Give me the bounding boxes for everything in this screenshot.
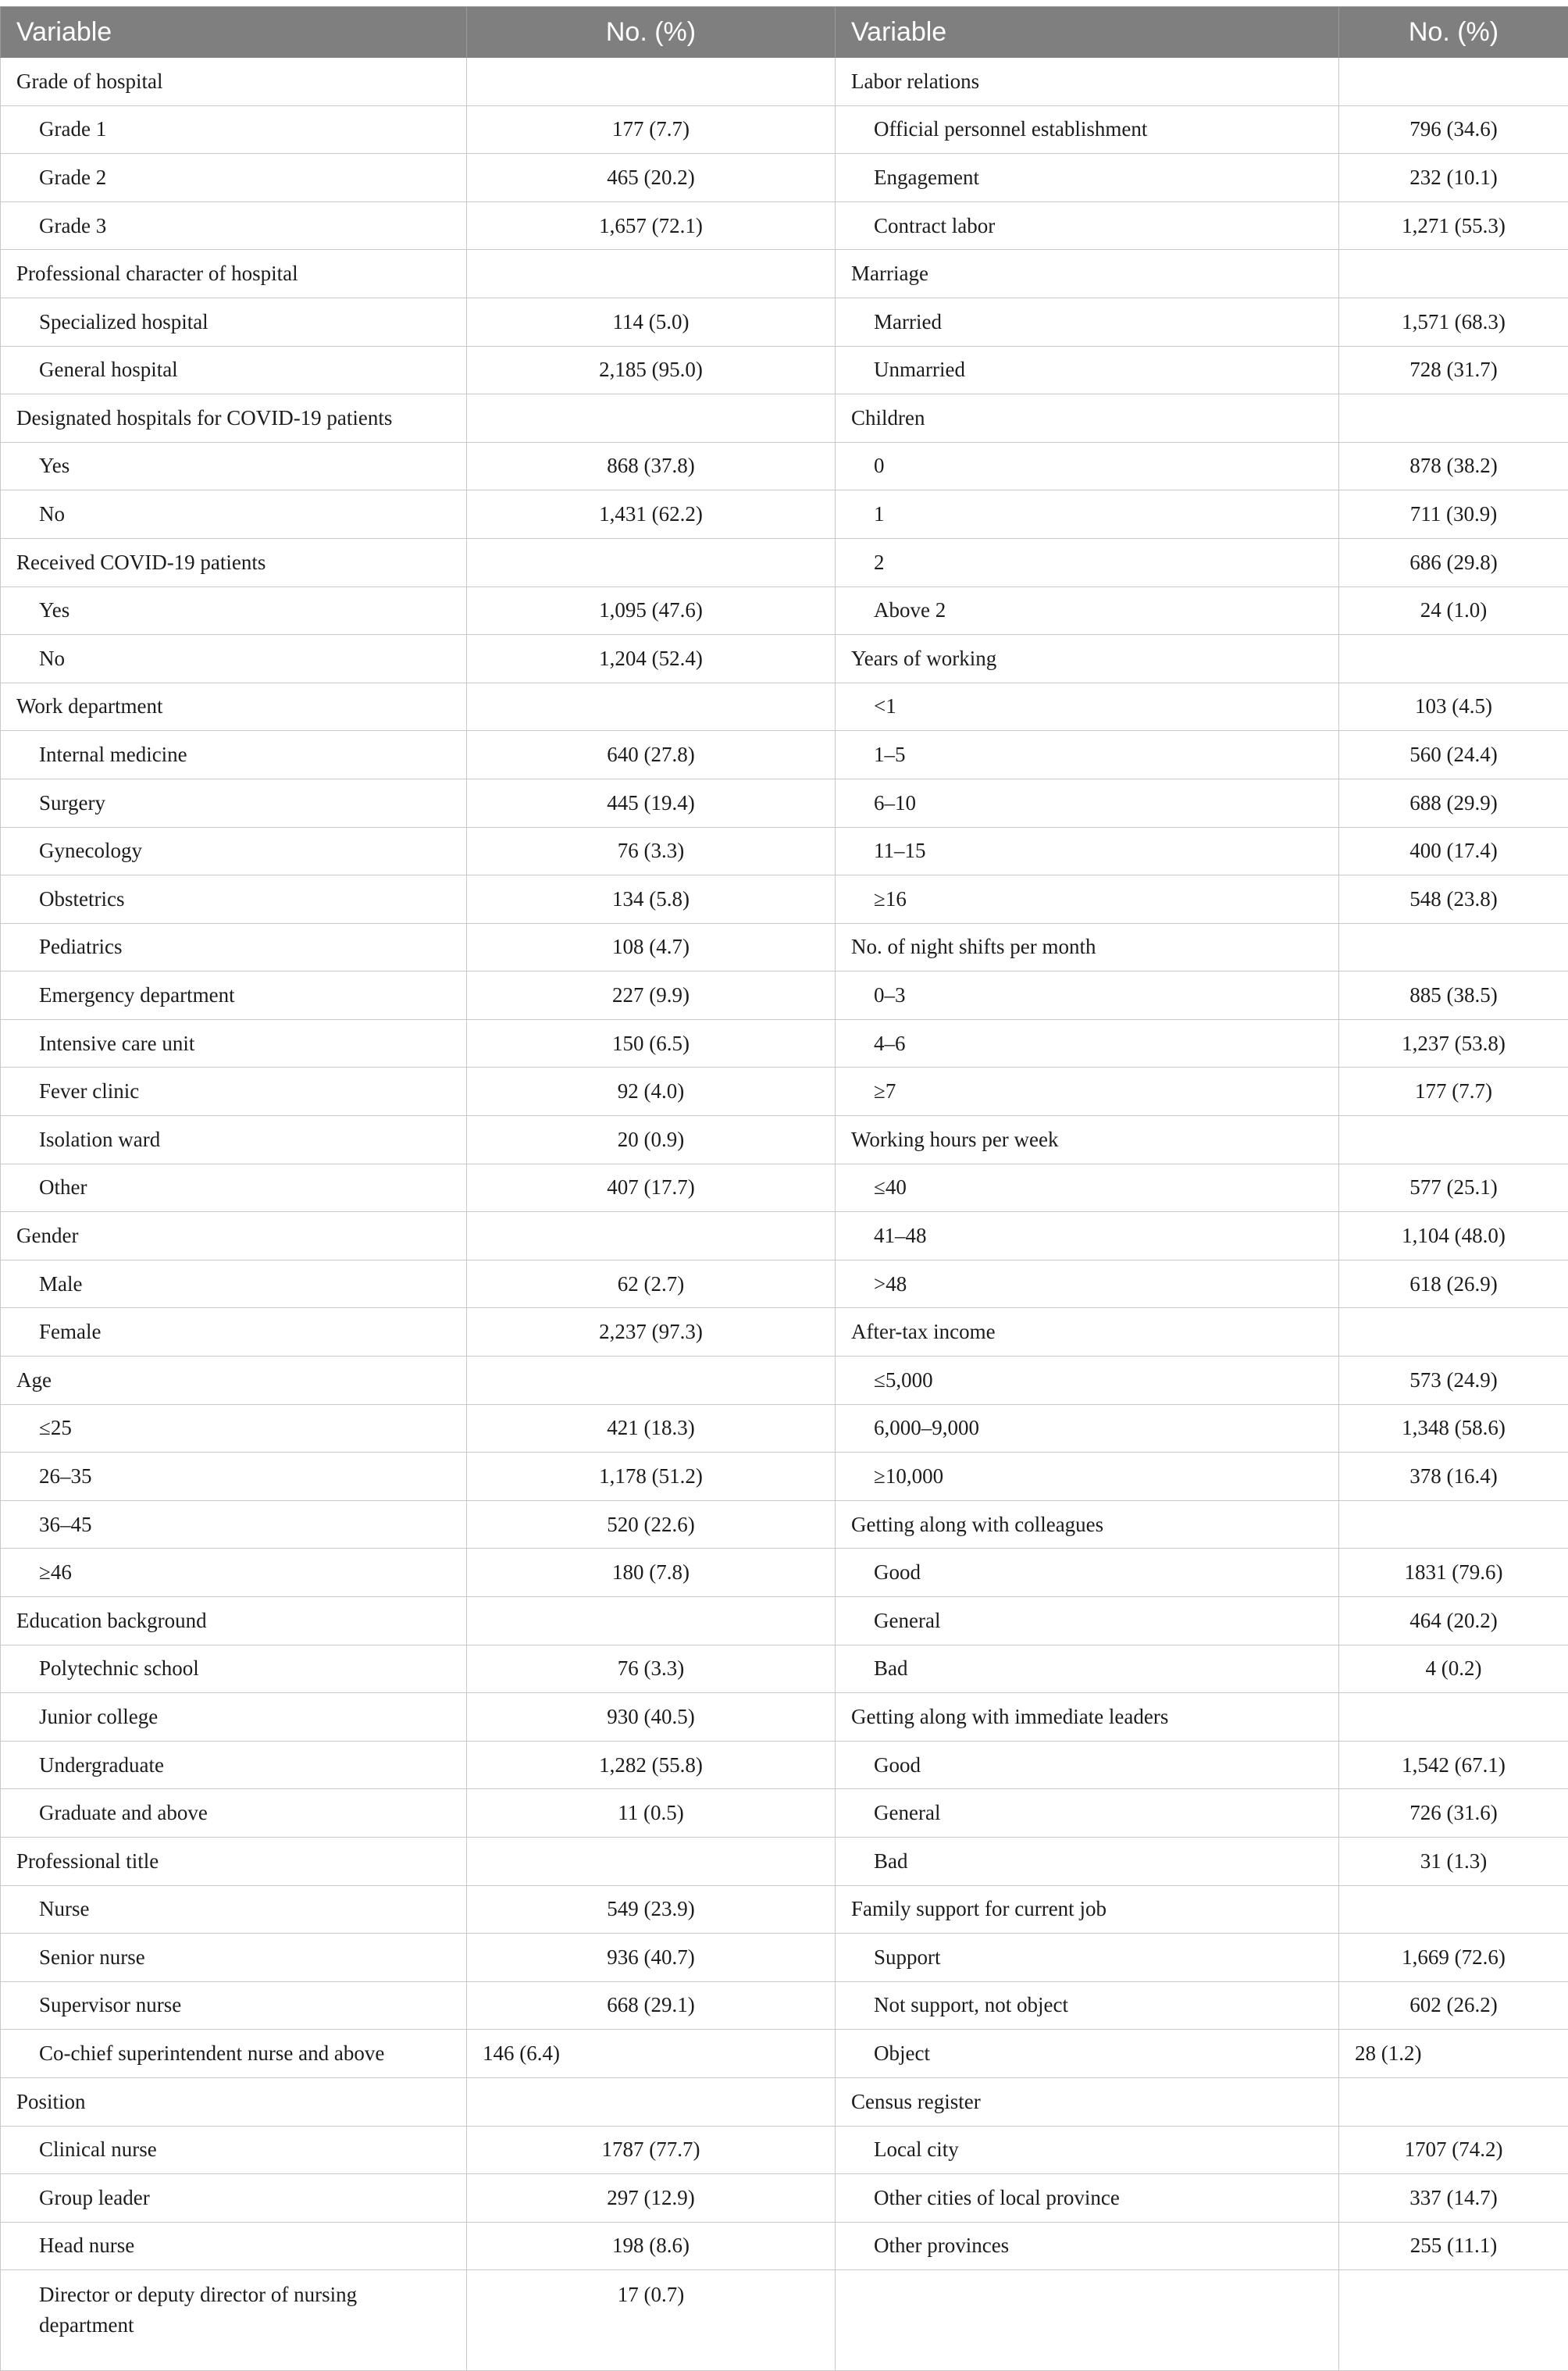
right-category-label: Bad [836, 1837, 1339, 1885]
left-count-value: 868 (37.8) [467, 442, 836, 490]
right-variable-label [836, 2270, 1339, 2371]
left-category-label: Grade 2 [1, 154, 467, 202]
left-category-label: Isolation ward [1, 1116, 467, 1164]
table-row [1, 1741, 1568, 1789]
table-row [1, 394, 1568, 443]
left-count-value: 520 (22.6) [467, 1500, 836, 1549]
right-category-label: General [836, 1597, 1339, 1645]
left-category-label: Other [1, 1164, 467, 1212]
table-row [1, 2270, 1568, 2371]
left-count-value [467, 683, 836, 731]
right-count-value: 31 (1.3) [1339, 1837, 1568, 1885]
right-count-value: 711 (30.9) [1339, 490, 1568, 539]
table-row [1, 1837, 1568, 1885]
right-category-label: ≤5,000 [836, 1357, 1339, 1405]
right-category-label: 0–3 [836, 972, 1339, 1020]
left-count-value: 198 (8.6) [467, 2222, 836, 2270]
left-count-value [467, 394, 836, 443]
left-category-label: ≥46 [1, 1549, 467, 1597]
left-variable-label: Designated hospitals for COVID-19 patients [1, 394, 467, 443]
left-count-value: 2,237 (97.3) [467, 1308, 836, 1357]
table-row [1, 1019, 1568, 1068]
table-row [1, 875, 1568, 924]
left-count-value: 76 (3.3) [467, 1645, 836, 1693]
left-count-value: 17 (0.7) [467, 2270, 836, 2371]
right-category-label: 6,000–9,000 [836, 1404, 1339, 1453]
right-count-value: 103 (4.5) [1339, 683, 1568, 731]
table-row [1, 587, 1568, 635]
right-variable-label: Labor relations [836, 58, 1339, 106]
right-category-label: Local city [836, 2126, 1339, 2174]
left-count-value: 11 (0.5) [467, 1789, 836, 1838]
right-category-label: Above 2 [836, 587, 1339, 635]
right-count-value: 878 (38.2) [1339, 442, 1568, 490]
right-count-value [1339, 923, 1568, 972]
right-count-value: 602 (26.2) [1339, 1981, 1568, 2030]
table-row [1, 442, 1568, 490]
right-count-value: 1,237 (53.8) [1339, 1019, 1568, 1068]
left-category-label: Surgery [1, 779, 467, 827]
right-count-value: 885 (38.5) [1339, 972, 1568, 1020]
left-category-label: Undergraduate [1, 1741, 467, 1789]
right-category-label: 41–48 [836, 1212, 1339, 1260]
right-count-value [1339, 250, 1568, 298]
right-category-label: 11–15 [836, 827, 1339, 875]
right-count-value [1339, 1693, 1568, 1742]
right-category-label: Engagement [836, 154, 1339, 202]
right-variable-label: Getting along with colleagues [836, 1500, 1339, 1549]
right-category-label: 2 [836, 538, 1339, 587]
left-count-value: 134 (5.8) [467, 875, 836, 924]
right-variable-label: Marriage [836, 250, 1339, 298]
right-count-value [1339, 635, 1568, 683]
right-count-value [1339, 394, 1568, 443]
header-variable-right: Variable [836, 7, 1339, 58]
right-count-value: 728 (31.7) [1339, 346, 1568, 394]
right-count-value: 618 (26.9) [1339, 1260, 1568, 1308]
right-variable-label: Family support for current job [836, 1885, 1339, 1934]
left-category-label: Internal medicine [1, 731, 467, 779]
table-row [1, 250, 1568, 298]
right-count-value: 378 (16.4) [1339, 1453, 1568, 1501]
right-count-value: 688 (29.9) [1339, 779, 1568, 827]
table-row [1, 1981, 1568, 2030]
left-count-value [467, 250, 836, 298]
left-category-label: Group leader [1, 2174, 467, 2223]
table-row [1, 1549, 1568, 1597]
left-count-value [467, 1357, 836, 1405]
right-variable-label: Children [836, 394, 1339, 443]
left-variable-label: Professional title [1, 1837, 467, 1885]
table-row [1, 731, 1568, 779]
left-count-value: 146 (6.4) [467, 2030, 836, 2078]
left-category-label: Female [1, 1308, 467, 1357]
right-category-label: ≥16 [836, 875, 1339, 924]
right-category-label: Unmarried [836, 346, 1339, 394]
right-count-value: 464 (20.2) [1339, 1597, 1568, 1645]
right-category-label: ≥7 [836, 1068, 1339, 1116]
left-count-value: 1,431 (62.2) [467, 490, 836, 539]
left-count-value [467, 58, 836, 106]
table-row [1, 827, 1568, 875]
left-category-label: General hospital [1, 346, 467, 394]
left-category-label: No [1, 490, 467, 539]
left-category-label: Specialized hospital [1, 298, 467, 346]
left-count-value: 421 (18.3) [467, 1404, 836, 1453]
table-row [1, 2077, 1568, 2126]
left-category-label: Clinical nurse [1, 2126, 467, 2174]
table-row [1, 1645, 1568, 1693]
table-row [1, 1308, 1568, 1357]
left-count-value: 297 (12.9) [467, 2174, 836, 2223]
left-category-label: Supervisor nurse [1, 1981, 467, 2030]
left-count-value: 445 (19.4) [467, 779, 836, 827]
left-variable-label: Grade of hospital [1, 58, 467, 106]
right-variable-label: After-tax income [836, 1308, 1339, 1357]
left-category-label: Grade 1 [1, 105, 467, 154]
left-variable-label: Professional character of hospital [1, 250, 467, 298]
right-category-label: Other cities of local province [836, 2174, 1339, 2223]
table-row [1, 1934, 1568, 1982]
left-count-value: 1787 (77.7) [467, 2126, 836, 2174]
left-count-value: 227 (9.9) [467, 972, 836, 1020]
table-row [1, 779, 1568, 827]
right-category-label: ≥10,000 [836, 1453, 1339, 1501]
left-category-label: ≤25 [1, 1404, 467, 1453]
left-count-value: 76 (3.3) [467, 827, 836, 875]
left-category-label: No [1, 635, 467, 683]
right-category-label: 6–10 [836, 779, 1339, 827]
right-count-value: 577 (25.1) [1339, 1164, 1568, 1212]
right-category-label: <1 [836, 683, 1339, 731]
table-row [1, 154, 1568, 202]
left-category-label: 36–45 [1, 1500, 467, 1549]
table-row [1, 1068, 1568, 1116]
header-count-left: No. (%) [467, 7, 836, 58]
left-count-value: 150 (6.5) [467, 1019, 836, 1068]
left-count-value [467, 2077, 836, 2126]
right-count-value: 1707 (74.2) [1339, 2126, 1568, 2174]
left-category-label: 26–35 [1, 1453, 467, 1501]
table-row [1, 105, 1568, 154]
left-category-label: Junior college [1, 1693, 467, 1742]
table-row [1, 346, 1568, 394]
left-count-value: 549 (23.9) [467, 1885, 836, 1934]
left-category-label: Director or deputy director of nursing department [1, 2270, 467, 2371]
right-count-value [1339, 1116, 1568, 1164]
right-count-value: 573 (24.9) [1339, 1357, 1568, 1405]
left-count-value: 465 (20.2) [467, 154, 836, 202]
left-variable-label: Received COVID-19 patients [1, 538, 467, 587]
table-row [1, 1453, 1568, 1501]
right-category-label: Good [836, 1549, 1339, 1597]
right-category-label: >48 [836, 1260, 1339, 1308]
right-category-label: Good [836, 1741, 1339, 1789]
left-count-value: 177 (7.7) [467, 105, 836, 154]
right-category-label: 4–6 [836, 1019, 1339, 1068]
right-category-label: Object [836, 2030, 1339, 2078]
right-count-value: 796 (34.6) [1339, 105, 1568, 154]
left-count-value: 62 (2.7) [467, 1260, 836, 1308]
table-row [1, 683, 1568, 731]
right-count-value: 726 (31.6) [1339, 1789, 1568, 1838]
table-row [1, 1212, 1568, 1260]
right-count-value: 1,669 (72.6) [1339, 1934, 1568, 1982]
table-body [1, 58, 1568, 2371]
table-row [1, 58, 1568, 106]
left-variable-label: Gender [1, 1212, 467, 1260]
left-category-label: Head nurse [1, 2222, 467, 2270]
right-count-value: 1831 (79.6) [1339, 1549, 1568, 1597]
right-count-value: 686 (29.8) [1339, 538, 1568, 587]
right-count-value [1339, 1308, 1568, 1357]
right-count-value [1339, 1500, 1568, 1549]
header-count-right: No. (%) [1339, 7, 1568, 58]
left-count-value [467, 1212, 836, 1260]
right-count-value: 1,271 (55.3) [1339, 201, 1568, 250]
right-count-value [1339, 58, 1568, 106]
right-count-value: 4 (0.2) [1339, 1645, 1568, 1693]
left-count-value: 2,185 (95.0) [467, 346, 836, 394]
right-count-value: 1,542 (67.1) [1339, 1741, 1568, 1789]
right-category-label: 1–5 [836, 731, 1339, 779]
right-count-value: 232 (10.1) [1339, 154, 1568, 202]
table-row [1, 1597, 1568, 1645]
left-category-label: Senior nurse [1, 1934, 467, 1982]
table-row [1, 298, 1568, 346]
table-row [1, 972, 1568, 1020]
left-category-label: Pediatrics [1, 923, 467, 972]
right-category-label: Support [836, 1934, 1339, 1982]
left-category-label: Intensive care unit [1, 1019, 467, 1068]
left-category-label: Obstetrics [1, 875, 467, 924]
left-count-value: 20 (0.9) [467, 1116, 836, 1164]
left-category-label: Yes [1, 587, 467, 635]
right-count-value: 560 (24.4) [1339, 731, 1568, 779]
table-row [1, 923, 1568, 972]
right-count-value [1339, 2270, 1568, 2371]
right-category-label: 0 [836, 442, 1339, 490]
left-count-value: 668 (29.1) [467, 1981, 836, 2030]
left-variable-label: Education background [1, 1597, 467, 1645]
left-variable-label: Age [1, 1357, 467, 1405]
right-variable-label: No. of night shifts per month [836, 923, 1339, 972]
left-count-value: 930 (40.5) [467, 1693, 836, 1742]
left-count-value: 640 (27.8) [467, 731, 836, 779]
table-row [1, 1164, 1568, 1212]
table-row [1, 2126, 1568, 2174]
right-category-label: Other provinces [836, 2222, 1339, 2270]
right-count-value: 337 (14.7) [1339, 2174, 1568, 2223]
left-category-label: Male [1, 1260, 467, 1308]
left-category-label: Co-chief superintendent nurse and above [1, 2030, 467, 2078]
header-row [1, 7, 1568, 58]
table-row [1, 1500, 1568, 1549]
left-count-value: 1,204 (52.4) [467, 635, 836, 683]
left-category-label: Nurse [1, 1885, 467, 1934]
left-variable-label: Work department [1, 683, 467, 731]
right-category-label: 1 [836, 490, 1339, 539]
left-category-label: Polytechnic school [1, 1645, 467, 1693]
left-count-value: 407 (17.7) [467, 1164, 836, 1212]
right-category-label: ≤40 [836, 1164, 1339, 1212]
right-category-label: Not support, not object [836, 1981, 1339, 2030]
table-row [1, 1260, 1568, 1308]
table-row [1, 2030, 1568, 2078]
right-count-value [1339, 2077, 1568, 2126]
right-variable-label: Years of working [836, 635, 1339, 683]
left-category-label: Graduate and above [1, 1789, 467, 1838]
right-count-value: 1,348 (58.6) [1339, 1404, 1568, 1453]
left-count-value: 108 (4.7) [467, 923, 836, 972]
table-row [1, 490, 1568, 539]
table-row [1, 2222, 1568, 2270]
left-count-value: 114 (5.0) [467, 298, 836, 346]
right-count-value: 1,571 (68.3) [1339, 298, 1568, 346]
table-row [1, 1404, 1568, 1453]
left-count-value [467, 1597, 836, 1645]
table-row [1, 2174, 1568, 2223]
right-variable-label: Census register [836, 2077, 1339, 2126]
left-category-label: Gynecology [1, 827, 467, 875]
right-category-label: Married [836, 298, 1339, 346]
right-category-label: General [836, 1789, 1339, 1838]
right-variable-label: Working hours per week [836, 1116, 1339, 1164]
right-category-label: Official personnel establishment [836, 105, 1339, 154]
table-row [1, 1693, 1568, 1742]
right-count-value: 548 (23.8) [1339, 875, 1568, 924]
left-variable-label: Position [1, 2077, 467, 2126]
left-count-value: 1,095 (47.6) [467, 587, 836, 635]
header-variable-left: Variable [1, 7, 467, 58]
demographics-table [0, 6, 1568, 2371]
left-count-value: 1,282 (55.8) [467, 1741, 836, 1789]
left-category-label: Fever clinic [1, 1068, 467, 1116]
left-category-label: Emergency department [1, 972, 467, 1020]
left-count-value: 92 (4.0) [467, 1068, 836, 1116]
left-count-value [467, 1837, 836, 1885]
table-row [1, 201, 1568, 250]
table-row [1, 1789, 1568, 1838]
right-count-value: 400 (17.4) [1339, 827, 1568, 875]
left-count-value: 1,178 (51.2) [467, 1453, 836, 1501]
right-count-value: 1,104 (48.0) [1339, 1212, 1568, 1260]
right-count-value [1339, 1885, 1568, 1934]
table-row [1, 1116, 1568, 1164]
left-count-value [467, 538, 836, 587]
left-category-label: Grade 3 [1, 201, 467, 250]
right-variable-label: Getting along with immediate leaders [836, 1693, 1339, 1742]
table-row [1, 1357, 1568, 1405]
left-category-label: Yes [1, 442, 467, 490]
right-count-value: 28 (1.2) [1339, 2030, 1568, 2078]
right-count-value: 255 (11.1) [1339, 2222, 1568, 2270]
table-row [1, 1885, 1568, 1934]
left-count-value: 936 (40.7) [467, 1934, 836, 1982]
right-category-label: Contract labor [836, 201, 1339, 250]
right-count-value: 24 (1.0) [1339, 587, 1568, 635]
table-row [1, 635, 1568, 683]
table-row [1, 538, 1568, 587]
right-count-value: 177 (7.7) [1339, 1068, 1568, 1116]
left-count-value: 1,657 (72.1) [467, 201, 836, 250]
right-category-label: Bad [836, 1645, 1339, 1693]
left-count-value: 180 (7.8) [467, 1549, 836, 1597]
